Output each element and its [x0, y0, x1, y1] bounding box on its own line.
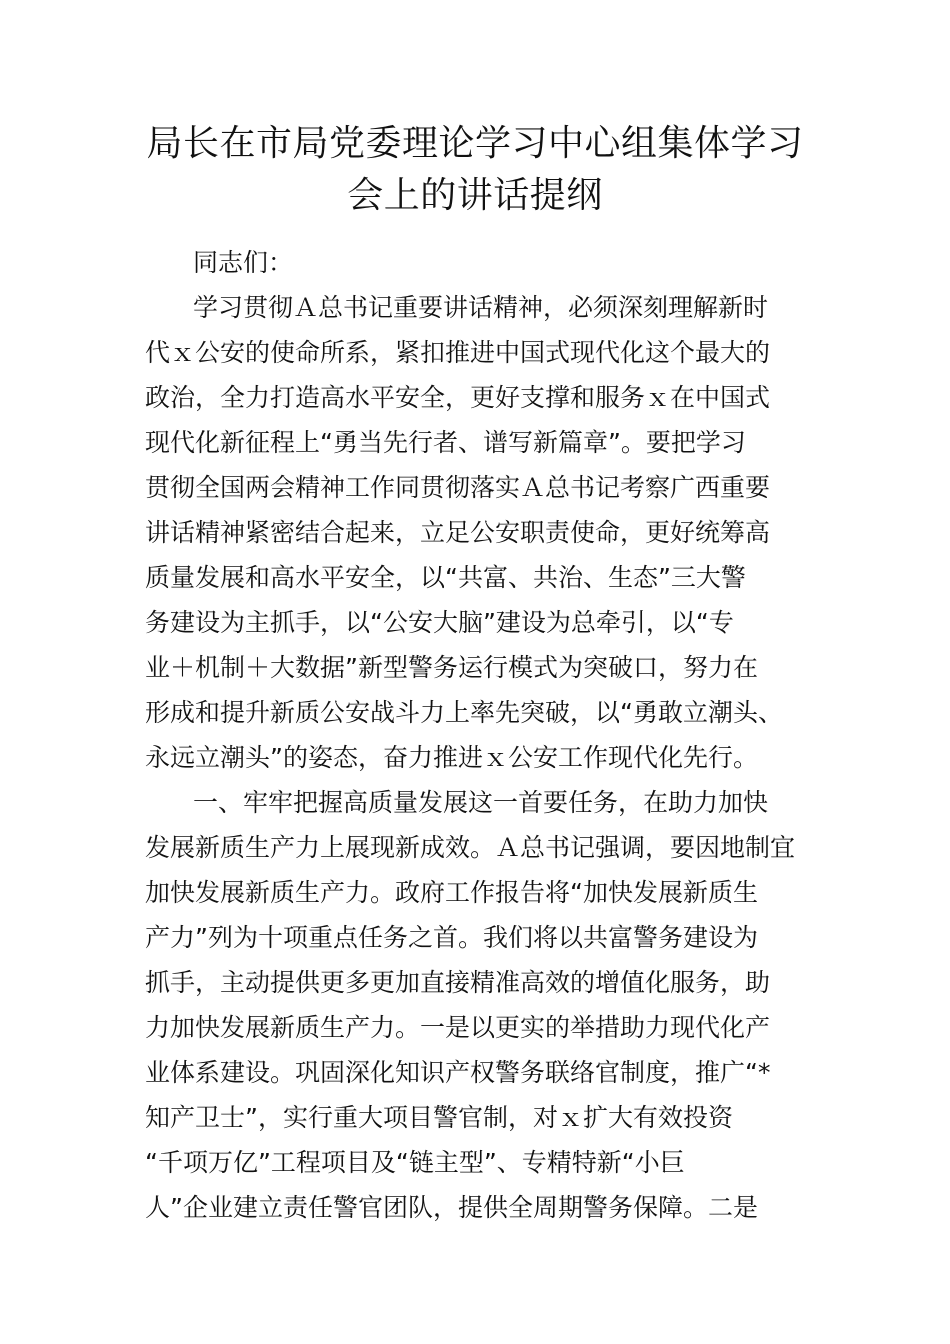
- body-line: 讲话精神紧密结合起来，立足公安职责使命，更好统筹高: [145, 518, 771, 547]
- body-line: 加快发展新质生产力。政府工作报告将“加快发展新质生: [145, 878, 758, 907]
- body-line: 贯彻全国两会精神工作同贯彻落实Ａ总书记考察广西重要: [145, 473, 771, 502]
- body-line: 知产卫士”，实行重大项目警官制，对ｘ扩大有效投资: [145, 1103, 733, 1132]
- body-line: 人”企业建立责任警官团队，提供全周期警务保障。二是: [145, 1193, 758, 1222]
- body-line: 产力”列为十项重点任务之首。我们将以共富警务建设为: [145, 923, 758, 952]
- body-line: 质量发展和高水平安全，以“共富、共治、生态”三大警: [145, 563, 746, 592]
- body-line: 业体系建设。巩固深化知识产权警务联络官制度，推广“*: [145, 1058, 771, 1087]
- document-body: [145, 240, 810, 1230]
- body-line: 学习贯彻Ａ总书记重要讲话精神，必须深刻理解新时: [193, 293, 769, 322]
- body-line: 政治，全力打造高水平安全，更好支撑和服务ｘ在中国式: [145, 383, 771, 412]
- body-line: 永远立潮头”的姿态，奋力推进ｘ公安工作现代化先行。: [145, 743, 758, 772]
- body-line: 力加快发展新质生产力。一是以更实的举措助力现代化产: [145, 1013, 771, 1042]
- salutation: 同志们：: [193, 248, 294, 277]
- body-line: 现代化新征程上“勇当先行者、谱写新篇章”。要把学习: [145, 428, 746, 457]
- title-line-2: 会上的讲话提纲: [347, 175, 603, 216]
- body-line: 发展新质生产力上展现新成效。Ａ总书记强调，要因地制宜: [145, 833, 796, 862]
- body-line: 业＋机制＋大数据”新型警务运行模式为突破口，努力在: [145, 653, 758, 682]
- body-line: 形成和提升新质公安战斗力上率先突破，以“勇敢立潮头、: [145, 698, 783, 727]
- section-heading-line: 一、牢牢把握高质量发展这一首要任务，在助力加快: [193, 788, 769, 817]
- body-line: 抓手，主动提供更多更加直接精准高效的增值化服务，助: [145, 968, 771, 997]
- body-line: 代ｘ公安的使命所系，紧扣推进中国式现代化这个最大的: [145, 338, 771, 367]
- body-line: 务建设为主抓手，以“公安大脑”建设为总牵引，以“专: [145, 608, 734, 637]
- title-line-1: 局长在市局党委理论学习中心组集体学习: [146, 123, 804, 164]
- document-title: [130, 118, 820, 222]
- body-line: “千项万亿”工程项目及“链主型”、专精特新“小巨: [145, 1148, 685, 1177]
